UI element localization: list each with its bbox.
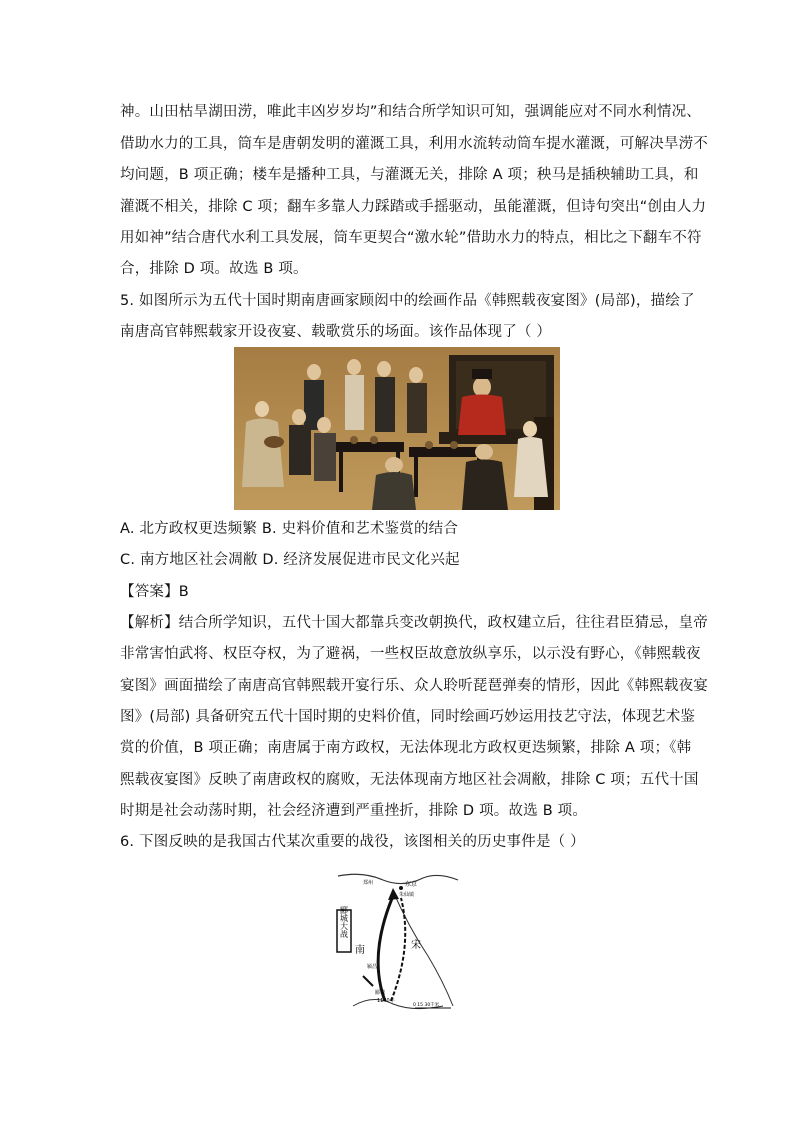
paragraph-line: 借助水力的工具，筒车是唐朝发明的灌溉工具，利用水流转动筒车提水灌溉，可解决旱涝不	[120, 136, 708, 152]
map-place-label: 东京	[405, 881, 418, 888]
option-row: C. 南方地区社会凋敝 D. 经济发展促进市民文化兴起	[120, 552, 460, 568]
map-place-label: 颍昌	[367, 964, 378, 970]
answer-line: 【答案】B	[120, 584, 189, 600]
analysis-line: 熙载夜宴图》反映了南唐政权的腐败，无法体现南方地区社会凋敝，排除 C 项；五代十国	[120, 772, 699, 788]
paragraph-line: 灌溉不相关，排除 C 项；翻车多靠人力踩踏或手摇驱动，虽能灌溉，但诗句突出“创由人力	[120, 199, 707, 215]
paragraph-line: 神。山田枯旱湖田涝，唯此丰凶岁岁均”和结合所学知识可知，强调能应对不同水利情况、	[120, 104, 702, 120]
map-place-label: 郾城	[375, 990, 386, 996]
map-scale-label: 0 15 30千米	[413, 1003, 440, 1008]
analysis-line: 【解析】结合所学知识，五代十国大都靠兵变改朝换代，政权建立后，往往君臣猜忌，皇帝	[120, 615, 708, 631]
map-region-label: 南	[355, 945, 365, 956]
map-place-label: 郑州	[363, 880, 374, 886]
analysis-line: 非常害怕武将、权臣夺权，为了避祸，一些权臣故意放纵享乐，以示没有野心，《韩熙载夜	[120, 646, 701, 662]
analysis-line: 宴图》画面描绘了南唐高官韩熙载开宴行乐、众人聆听琵琶弹奏的情形，因此《韩熙载夜宴	[120, 678, 708, 694]
map-year-label: 1140年	[377, 998, 395, 1004]
battle-map-image	[333, 866, 463, 1016]
analysis-line: 赏的价值，B 项正确；南唐属于南方政权，无法体现北方政权更迭频繁，排除 A 项；《韩	[120, 740, 692, 756]
han-xizai-painting-image	[234, 347, 560, 510]
paragraph-line: 合，排除 D 项。故选 B 项。	[120, 261, 308, 277]
question-5-text: 5. 如图所示为五代十国时期南唐画家顾闳中的绘画作品《韩熙载夜宴图》(局部)，描绘了	[120, 293, 695, 309]
map-title-label: 郾城大战	[339, 906, 349, 938]
option-row: A. 北方政权更迭频繁 B. 史料价值和艺术鉴赏的结合	[120, 521, 459, 537]
paragraph-line: 用如神”结合唐代水利工具发展，筒车更契合“激水轮”借助水力的特点，相比之下翻车不符	[120, 230, 702, 246]
question-6-text: 6. 下图反映的是我国古代某次重要的战役，该图相关的历史事件是（ ）	[120, 834, 585, 850]
map-region-label: 宋	[411, 940, 421, 951]
map-place-label: 朱仙镇	[399, 892, 415, 898]
analysis-line: 图》(局部) 具备研究五代十国时期的史料价值，同时绘画巧妙运用技艺守法，体现艺术鉴	[120, 709, 696, 725]
question-5-text: 南唐高官韩熙载家开设夜宴、载歌赏乐的场面。该作品体现了（ ）	[120, 324, 552, 340]
paragraph-line: 均问题，B 项正确；楼车是播种工具，与灌溉无关，排除 A 项；秧马是插秧辅助工具，和	[120, 167, 699, 183]
analysis-line: 时期是社会动荡时期，社会经济遭到严重挫折，排除 D 项。故选 B 项。	[120, 803, 588, 819]
